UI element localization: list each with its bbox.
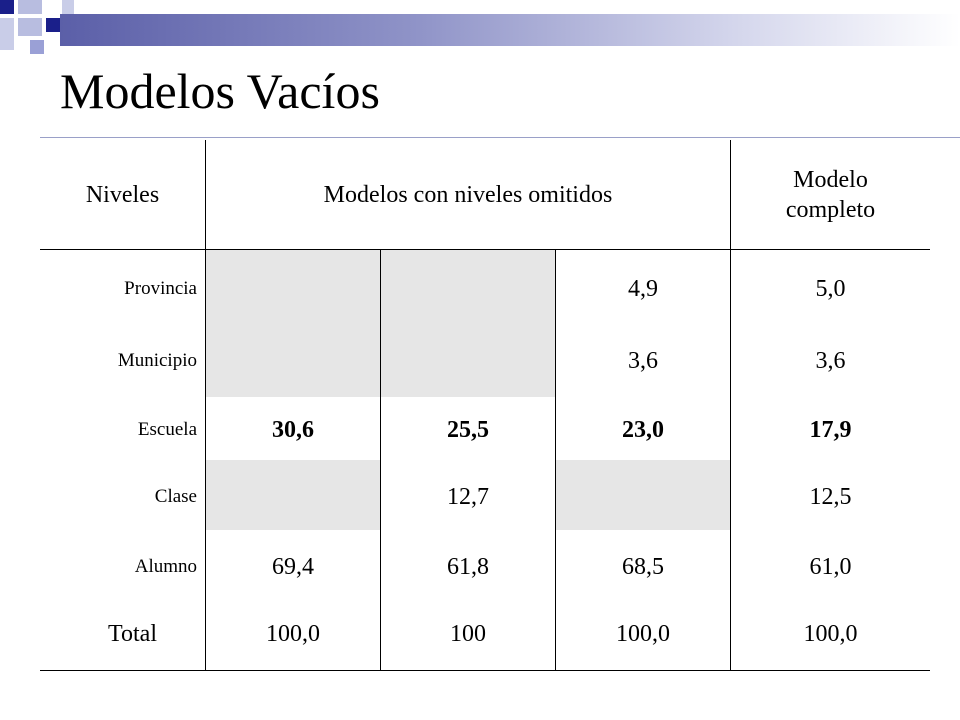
omitted-cell <box>206 249 380 397</box>
row-label: Municipio <box>117 350 197 371</box>
table-cell: 100,0 <box>616 620 670 647</box>
table-cell: 30,6 <box>272 416 314 443</box>
slide-title: Modelos Vacíos <box>60 63 380 119</box>
decor-square <box>30 40 44 54</box>
table-cell: 68,5 <box>622 553 664 580</box>
table-cell: 4,9 <box>628 275 658 302</box>
results-table <box>40 140 930 671</box>
header-complete-model: Modelo completo <box>785 166 876 223</box>
header-levels: Niveles <box>85 181 160 208</box>
decor-square <box>0 0 14 14</box>
decor-square <box>18 0 42 14</box>
row-label: Clase <box>154 486 197 507</box>
row-label: Alumno <box>134 556 197 577</box>
row-label: Escuela <box>137 419 197 440</box>
header-divider <box>40 249 930 250</box>
omitted-cell <box>381 249 555 397</box>
table-cell: 12,5 <box>809 483 852 510</box>
table-cell: 69,4 <box>272 553 314 580</box>
title-gradient-bar <box>60 14 960 46</box>
table-cell: 25,5 <box>447 416 489 443</box>
row-label-total: Total <box>108 620 157 647</box>
omitted-cell <box>556 460 730 530</box>
decor-square <box>18 18 42 36</box>
omitted-cell <box>206 460 380 530</box>
header-omitted-models: Modelos con niveles omitidos <box>323 181 613 208</box>
table-cell: 3,6 <box>815 347 846 374</box>
table-cell: 23,0 <box>622 416 664 443</box>
table-cell: 100 <box>450 620 486 647</box>
table-cell: 3,6 <box>628 347 658 374</box>
table-cell: 61,8 <box>447 553 489 580</box>
table-cell: 100,0 <box>803 620 858 647</box>
table-cell: 12,7 <box>447 483 489 510</box>
row-label: Provincia <box>124 278 197 299</box>
table-cell: 5,0 <box>815 275 846 302</box>
table-cell: 61,0 <box>809 553 852 580</box>
table-cell: 100,0 <box>266 620 320 647</box>
decor-square <box>62 0 74 14</box>
decor-square <box>46 18 60 32</box>
title-divider <box>40 137 960 138</box>
decor-square <box>0 18 14 50</box>
table-cell: 17,9 <box>809 416 852 443</box>
